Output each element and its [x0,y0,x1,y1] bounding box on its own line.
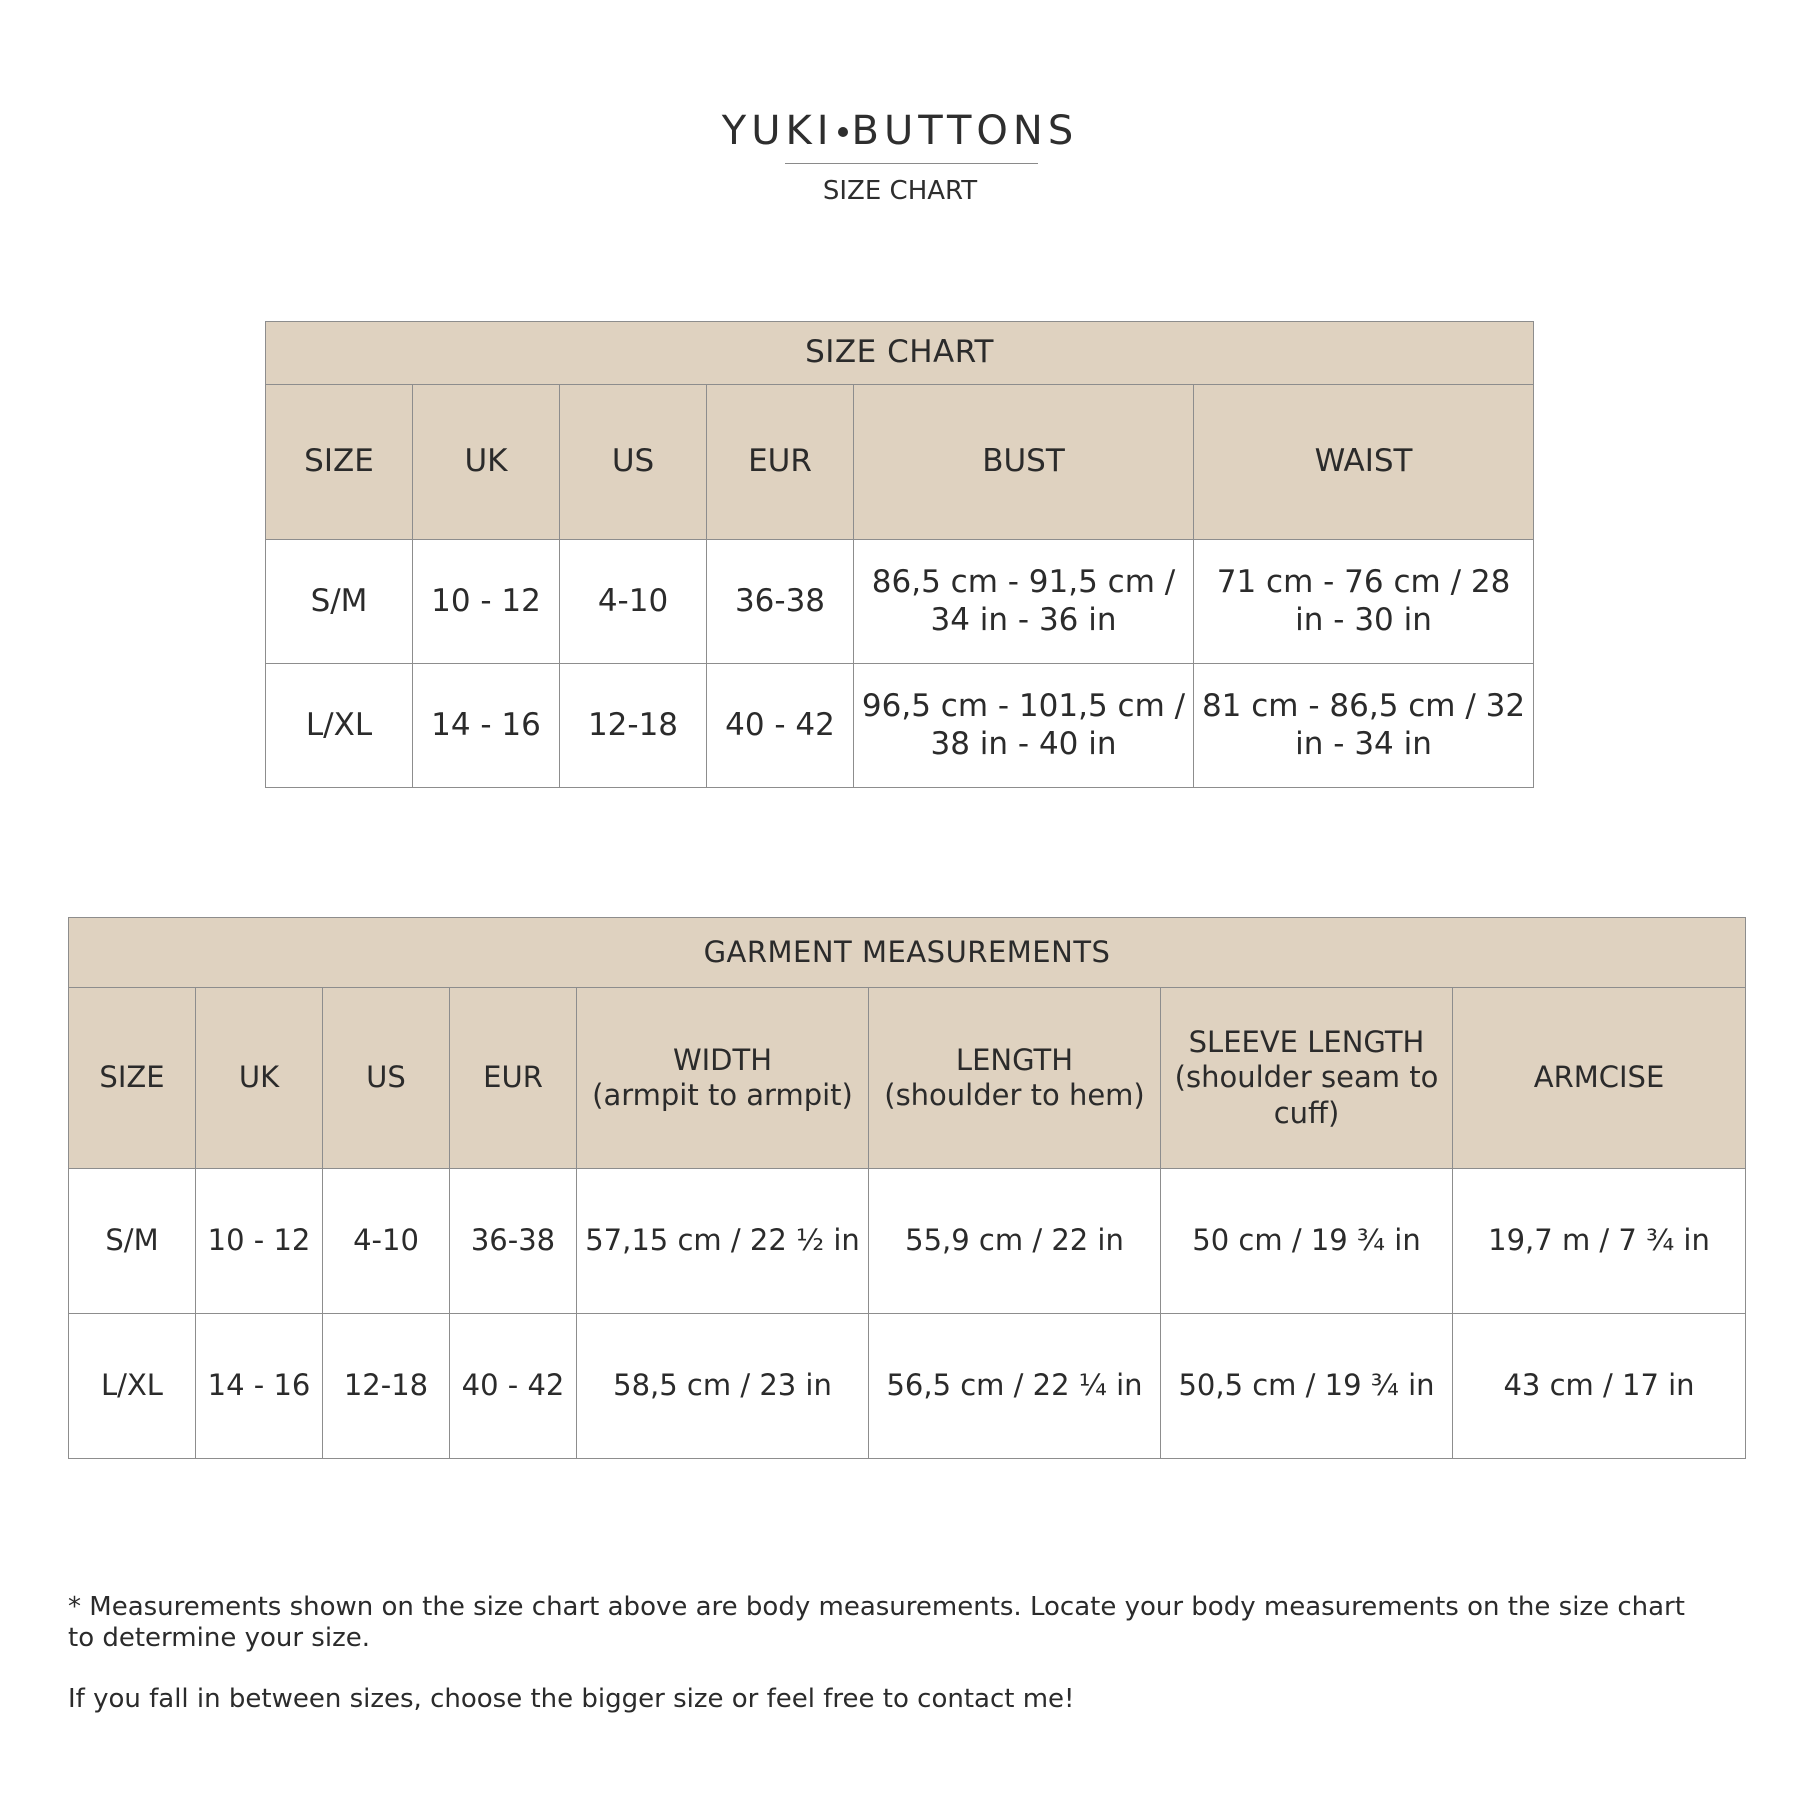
cell-length: 56,5 cm / 22 ¼ in [869,1314,1161,1459]
cell-size: L/XL [266,664,413,788]
column-header-width [577,988,869,1169]
cell-uk: 10 - 12 [413,540,560,664]
column-header-sublabel: (armpit to armpit) [592,1078,853,1112]
cell-size: S/M [266,540,413,664]
column-header-us: US [323,988,450,1169]
cell-uk: 10 - 12 [196,1169,323,1314]
cell-waist: 71 cm - 76 cm / 28 in - 30 in [1194,540,1534,664]
column-header-sublabel: (shoulder seam to cuff) [1174,1060,1439,1130]
table-row [69,1314,1746,1459]
column-header-label: WIDTH [672,1042,773,1077]
cell-size: L/XL [69,1314,196,1459]
brand-name-right: BUTTONS [851,108,1079,154]
footnotes [68,1592,1718,1715]
cell-us: 12-18 [323,1314,450,1459]
cell-width: 57,15 cm / 22 ½ in [577,1169,869,1314]
brand-name [0,108,1800,154]
column-header-waist: WAIST [1194,385,1534,540]
column-header-uk: UK [196,988,323,1169]
cell-armcise: 43 cm / 17 in [1453,1314,1746,1459]
cell-eur: 36-38 [707,540,854,664]
size-chart-title: SIZE CHART [266,322,1534,385]
page-subtitle: SIZE CHART [822,176,978,206]
cell-uk: 14 - 16 [196,1314,323,1459]
cell-waist: 81 cm - 86,5 cm / 32 in - 34 in [1194,664,1534,788]
cell-eur: 40 - 42 [707,664,854,788]
brand-divider [785,163,1038,164]
table-row [69,1169,1746,1314]
column-header-label: SLEEVE LENGTH [1188,1024,1425,1059]
column-header-eur: EUR [707,385,854,540]
cell-sleeve-length: 50,5 cm / 19 ¾ in [1161,1314,1453,1459]
between-sizes-note: If you fall in between sizes, choose the bigger size or feel free to contact me! [68,1684,1075,1715]
column-header-bust: BUST [854,385,1194,540]
table-row [266,540,1534,664]
brand-dot-icon [838,127,848,137]
cell-us: 12-18 [560,664,707,788]
cell-eur: 40 - 42 [450,1314,577,1459]
column-header-us: US [560,385,707,540]
cell-bust: 96,5 cm - 101,5 cm / 38 in - 40 in [854,664,1194,788]
cell-uk: 14 - 16 [413,664,560,788]
cell-bust: 86,5 cm - 91,5 cm / 34 in - 36 in [854,540,1194,664]
garment-measurements-table [68,917,1746,1459]
column-header-size: SIZE [69,988,196,1169]
column-header-uk: UK [413,385,560,540]
cell-sleeve-length: 50 cm / 19 ¾ in [1161,1169,1453,1314]
column-header-sublabel: (shoulder to hem) [884,1078,1145,1112]
column-header-length [869,988,1161,1169]
column-header-label: LENGTH [955,1042,1074,1077]
cell-length: 55,9 cm / 22 in [869,1169,1161,1314]
garment-chart-title: GARMENT MEASUREMENTS [69,918,1746,988]
size-chart-table [265,321,1534,788]
cell-us: 4-10 [560,540,707,664]
column-header-size: SIZE [266,385,413,540]
brand-name-left: YUKI [721,108,834,154]
column-header-eur: EUR [450,988,577,1169]
cell-us: 4-10 [323,1169,450,1314]
column-header-armcise: ARMCISE [1453,988,1746,1169]
cell-armcise: 19,7 m / 7 ¾ in [1453,1169,1746,1314]
cell-width: 58,5 cm / 23 in [577,1314,869,1459]
cell-size: S/M [69,1169,196,1314]
table-row [266,664,1534,788]
measurement-note: * Measurements shown on the size chart above are body measurements. Locate your body measurements on the size chart to determine your size. [68,1592,1685,1653]
cell-eur: 36-38 [450,1169,577,1314]
column-header-sleeve-length [1161,988,1453,1169]
